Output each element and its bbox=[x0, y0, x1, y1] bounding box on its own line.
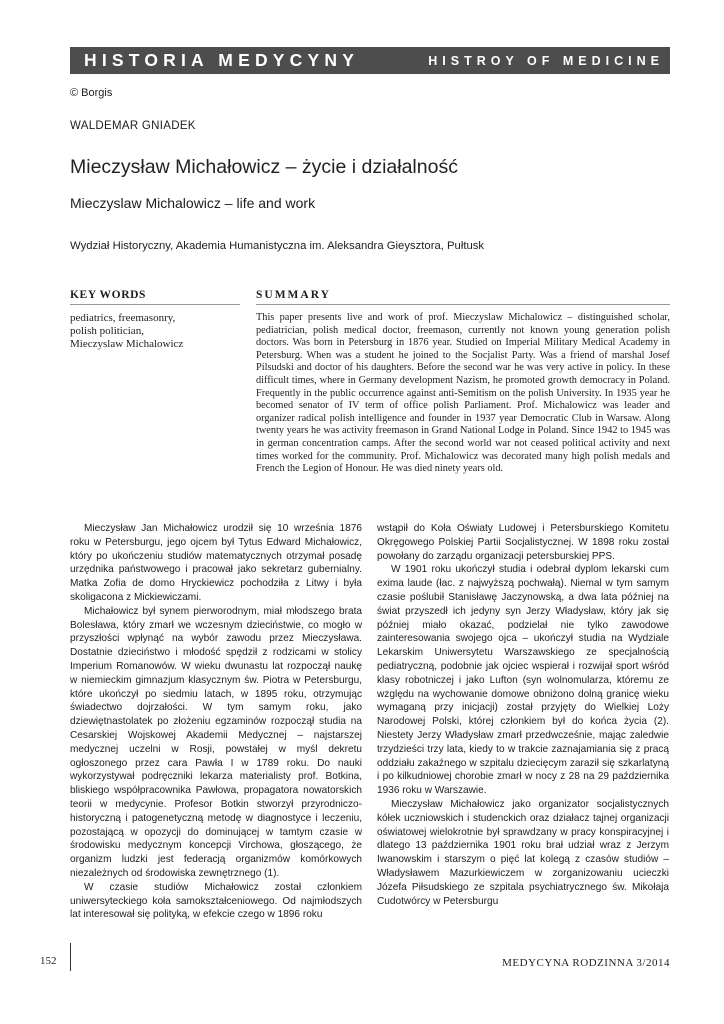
keywords-list bbox=[70, 312, 240, 351]
page-number: 152 bbox=[40, 955, 57, 967]
keywords-heading: KEY WORDS bbox=[70, 289, 240, 305]
body-paragraph: Mieczysław Michałowicz jako organizator socjalistycznych kółek uczniowskich i studenckich oraz działacz tajnej organizacji oświatowej wielokrotnie był sprawdzany w pracy konspiracyjnej i dlatego 13 października 1901 roku brał udział wraz z Jerzym Iwanowskim i starszym o pięć lat kolegą z czasów studiów – Władysławem Mazurkiewiczem w zorganizowaniu ucieczki Józefa Piłsudskiego ze szpitala psychiatrycznego św. Mikołaja Cudotwórcy w Petersburgu bbox=[377, 798, 669, 907]
section-title-en: HISTROY OF MEDICINE bbox=[428, 54, 664, 68]
summary-heading: SUMMARY bbox=[256, 289, 670, 305]
section-title-pl: HISTORIA MEDYCYNY bbox=[84, 50, 360, 70]
body-column-left bbox=[70, 522, 362, 922]
body-paragraph: W 1901 roku ukończył studia i odebrał dyplom lekarski cum exima laude (łac. z najwyższą pochwałą). Niemal w tym samym czasie poślubił Stanisławę Jaczynowską, a dwa lata później na świat przyszedł ich jedyny syn Jerzy Władysław, który jak się później miało okazać, podzielał nie tylko zawodowe zainteresowania swojego ojca – ukończył studia na Wydziale Lekarskim Uniwersytetu Warszawskiego ze specjalnością pediatryczną, podobnie jak ojciec wspierał i rozwijał sport wśród klasy robotniczej i jako Lufton (syn wolnomularza, któremu ze względu na wychowanie domowe obniżono dolną granicę wieku wymaganą przy inicjacji) został przyjęty do Wielkiej Loży Narodowej Polski, której członkiem był do końca życia (2). Niestety Jerzy Władysław zmarł przedwcześnie, mając zaledwie trzydzieści trzy lata, kiedy to w trakcie zaznajamiania się z pracą oddziału zakaźnego w szpitalu dziecięcym zaraził się szkarlatyną i po kilkudniowej chorobie zmarł w nocy z 28 na 29 października 1936 roku w Warszawie. bbox=[377, 564, 669, 797]
journal-name: MEDYCYNA RODZINNA 3/2014 bbox=[502, 957, 670, 969]
author-affiliation: Wydział Historyczny, Akademia Humanistyczna im. Aleksandra Gieysztora, Pułtusk bbox=[70, 240, 485, 252]
body-paragraph: Mieczysław Jan Michałowicz urodził się 10 września 1876 roku w Petersburgu, jego ojcem był Tytus Edward Michałowicz, który po ukończeniu studiów matematycznych otrzymał posadę urzędnika państwowego i pracował jako sekretarz gubernialny. Matka Zofia de domo Hryckiewicz pochodziła z Litwy i była skoligacona z Mickiewiczami. bbox=[70, 523, 362, 603]
author-name: WALDEMAR GNIADEK bbox=[70, 120, 196, 132]
article-title-en: Mieczyslaw Michalowicz – life and work bbox=[70, 195, 316, 211]
keyword-item: pediatrics, freemasonry, bbox=[70, 312, 176, 324]
body-paragraph: Michałowicz był synem pierworodnym, miał młodszego brata Bolesława, który zmarł we wczesnym dzieciństwie, co mogło w przyszłości wpłynąć na wybór zawodu przez Mieczysława. Dostatnie dzieciństwo i młodość spędził z rodzicami w stolicy Imperium Romanowów. W wieku dwunastu lat rozpoczął naukę w niemieckim gimnazjum klasycznym św. Piotra w Petersburgu, które ukończył po siedmiu latach, w 1895 roku, otrzymując świadectwo dojrzałości. W tym samym roku, jako dziewiętnastolatek po złożeniu egzaminów rozpoczął studia na Cesarskiej Wojskowej Akademii Medycznej – najstarszej medycznej uczelni w Rosji, powstałej w myśl dekretu ogłoszonego przez cara Pawła I w 1789 roku. Do nauki wykorzystywał podręczniki lekarza materialisty prof. Botkina, bliskiego współpracownika Pawłowa, propagatora nowatorskich teorii w medycynie. Profesor Botkin stworzył przyrodniczo-historyczną i patogenetyczną metodę w diagnostyce i leczeniu, pozostającą w opozycji do dominującej w tamtym czasie w środowisku medycznym koncepcji Virchowa, głoszącego, że organizm ludzki jest federacją organizmów komórkowych niezależnych od środowiska zewnętrznego (1). bbox=[70, 605, 362, 879]
keyword-item: Mieczyslaw Michalowicz bbox=[70, 338, 184, 350]
summary-text: This paper presents live and work of prof. Mieczyslaw Michalowicz – distinguished scholar, pediatrician, polish medical doctor, freemason, currently not known young generation polish doctors. Was born in Petersburg in 1876 year. Studied on Imperial Military Medical Academy in Petersburg. When was a student he joined to the Socjalist Party. Was a friend of marshal Josef Pilsudski and doctor of his daughters. Before the second war he was very active in policy. In these difficult times, where in Germany development Nazism, he promoted growth democracy in Poland. Frequently in the public occurrence against anti-Semitism on the polish University. In 1935 year he becomed senator of IV term of office polish Parliament. Prof. Michalowicz was leader and organizer radical polish intelligence and founder in 1937 year Democratic Club in Warsaw. Along twenty years he was activity freemason in Grand National Lodge in Poland. Since 1942 to 1945 was in german concentration camps. After the second world war not ceased political activity and next times worked for the community. Prof. Michalowicz was decorated many high polish medals and French the Legion of Honour. He was died ninety years old. bbox=[256, 312, 670, 475]
keyword-item: polish politician, bbox=[70, 325, 144, 337]
footer-divider bbox=[70, 943, 71, 971]
copyright-notice: © Borgis bbox=[70, 87, 113, 99]
body-column-right bbox=[377, 522, 669, 908]
body-paragraph: wstąpił do Koła Oświaty Ludowej i Petersburskiego Komitetu Okręgowego Polskiej Partii Socjalistycznej. W 1898 roku został powołany do zarządu organizacji petersburskiej PPS. bbox=[377, 523, 669, 562]
body-paragraph: W czasie studiów Michałowicz został członkiem uniwersyteckiego koła samokształceniowego. Od najmłodszych lat interesował się polityką, w efekcie czego w 1896 roku bbox=[70, 881, 362, 921]
section-header-bar bbox=[70, 47, 670, 74]
article-title-pl: Mieczysław Michałowicz – życie i działalność bbox=[70, 156, 458, 178]
